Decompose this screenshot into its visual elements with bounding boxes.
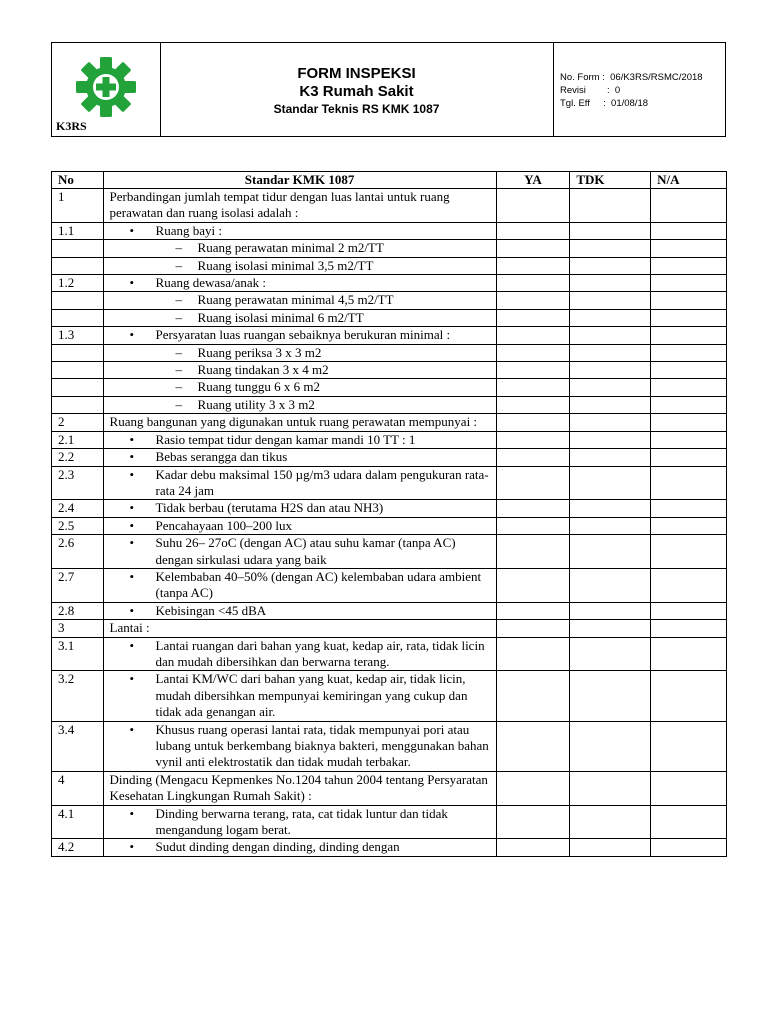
row-number: 2.7 <box>52 568 104 602</box>
bullet-item <box>110 569 496 602</box>
bullet-item <box>110 535 496 568</box>
check-cell-tdk[interactable] <box>570 602 651 619</box>
bullet-item <box>110 839 496 855</box>
row-standard <box>103 414 496 431</box>
standard-text: Dinding (Mengacu Kepmenkes No.1204 tahun 2004 tentang Persyaratan Kesehatan Lingkungan Rumah Sakit) : <box>109 771 488 804</box>
dash-item <box>110 362 496 378</box>
check-cell-ya[interactable] <box>496 449 570 466</box>
standard-text: Tidak berbau (terutama H2S dan atau NH3) <box>155 500 384 516</box>
row-standard <box>103 362 496 379</box>
row-number: 2.5 <box>52 517 104 534</box>
row-standard <box>103 517 496 534</box>
check-cell-na[interactable] <box>651 327 727 344</box>
form-effective-date: Tgl. Eff : 01/08/18 <box>560 98 649 109</box>
row-standard <box>103 839 496 856</box>
dash-mark: – <box>175 362 183 378</box>
standard-text: Pencahayaan 100–200 lux <box>155 517 292 533</box>
dash-mark: – <box>175 344 183 360</box>
check-cell-na[interactable] <box>651 414 727 431</box>
check-cell-na[interactable] <box>651 671 727 721</box>
table-row <box>52 839 727 856</box>
dash-item <box>110 345 496 361</box>
standard-text: Kebisingan <45 dBA <box>155 602 267 618</box>
row-standard <box>103 379 496 396</box>
check-cell-tdk[interactable] <box>570 721 651 771</box>
check-cell-tdk[interactable] <box>570 240 651 257</box>
check-cell-na[interactable] <box>651 431 727 448</box>
row-number <box>52 257 104 274</box>
logo-cell <box>52 43 161 136</box>
bullet-mark: • <box>129 839 135 855</box>
standard-text: Ruang perawatan minimal 2 m2/TT <box>197 240 384 256</box>
check-cell-ya[interactable] <box>496 275 570 292</box>
row-standard <box>103 620 496 637</box>
dash-item <box>110 310 496 326</box>
check-cell-ya[interactable] <box>496 568 570 602</box>
check-cell-ya[interactable] <box>496 327 570 344</box>
check-cell-na[interactable] <box>651 500 727 517</box>
standard-text: Ruang utility 3 x 3 m2 <box>197 396 315 412</box>
row-number: 3.2 <box>52 671 104 721</box>
bullet-item <box>110 638 496 671</box>
row-standard <box>103 275 496 292</box>
row-standard <box>103 431 496 448</box>
standard-text: Persyaratan luas ruangan sebaiknya berukuran minimal : <box>155 327 451 343</box>
check-cell-ya[interactable] <box>496 414 570 431</box>
check-cell-tdk[interactable] <box>570 327 651 344</box>
bullet-item <box>110 722 496 771</box>
standard-text: Ruang periksa 3 x 3 m2 <box>197 344 322 360</box>
row-standard <box>103 721 496 771</box>
table-row <box>52 535 727 569</box>
standard-text: Suhu 26– 27oC (dengan AC) atau suhu kamar (tanpa AC) dengan sirkulasi udara yang baik <box>155 535 456 567</box>
row-number: 2.3 <box>52 466 104 500</box>
check-cell-na[interactable] <box>651 396 727 413</box>
check-cell-ya[interactable] <box>496 292 570 309</box>
check-cell-na[interactable] <box>651 309 727 326</box>
check-cell-na[interactable] <box>651 839 727 856</box>
row-number <box>52 362 104 379</box>
check-cell-ya[interactable] <box>496 671 570 721</box>
bullet-item <box>110 806 496 839</box>
check-cell-tdk[interactable] <box>570 292 651 309</box>
row-number: 2.1 <box>52 431 104 448</box>
dash-mark: – <box>175 240 183 256</box>
header-na: N/A <box>651 172 727 189</box>
check-cell-ya[interactable] <box>496 839 570 856</box>
dash-item <box>110 379 496 395</box>
check-cell-na[interactable] <box>651 275 727 292</box>
dash-mark: – <box>175 379 183 395</box>
check-cell-na[interactable] <box>651 637 727 671</box>
check-cell-na[interactable] <box>651 466 727 500</box>
bullet-item <box>110 449 496 465</box>
row-standard <box>103 189 496 223</box>
table-row <box>52 309 727 326</box>
dash-item <box>110 258 496 274</box>
dash-mark: – <box>175 257 183 273</box>
check-cell-na[interactable] <box>651 240 727 257</box>
bullet-item <box>110 603 496 619</box>
table-row <box>52 344 727 361</box>
row-number: 1.3 <box>52 327 104 344</box>
check-cell-tdk[interactable] <box>570 362 651 379</box>
check-cell-ya[interactable] <box>496 240 570 257</box>
row-number: 1.1 <box>52 222 104 239</box>
check-cell-tdk[interactable] <box>570 309 651 326</box>
row-number: 2.8 <box>52 602 104 619</box>
check-cell-ya[interactable] <box>496 396 570 413</box>
row-standard <box>103 449 496 466</box>
standard-text: Ruang dewasa/anak : <box>155 275 266 291</box>
row-number: 3.1 <box>52 637 104 671</box>
row-number: 3 <box>52 620 104 637</box>
check-cell-ya[interactable] <box>496 344 570 361</box>
check-cell-na[interactable] <box>651 189 727 223</box>
check-cell-tdk[interactable] <box>570 379 651 396</box>
check-cell-tdk[interactable] <box>570 637 651 671</box>
bullet-item <box>110 275 496 291</box>
table-row <box>52 517 727 534</box>
table-row <box>52 257 727 274</box>
row-number: 4.2 <box>52 839 104 856</box>
row-standard <box>103 327 496 344</box>
standard-text: Rasio tempat tidur dengan kamar mandi 10 TT : 1 <box>155 431 416 447</box>
table-row <box>52 620 727 637</box>
table-row <box>52 500 727 517</box>
standard-text: Sudut dinding dengan dinding, dinding dengan <box>155 839 400 855</box>
check-cell-tdk[interactable] <box>570 805 651 839</box>
standard-text: Lantai KM/WC dari bahan yang kuat, kedap air, tidak licin, mudah dibersihkan mempunyai kemiringan yang cukup dan tidak ada genangan air. <box>155 671 468 720</box>
standard-text: Ruang perawatan minimal 4,5 m2/TT <box>197 292 394 308</box>
row-standard <box>103 240 496 257</box>
check-cell-tdk[interactable] <box>570 500 651 517</box>
table-row <box>52 466 727 500</box>
form-standard: Standar Teknis RS KMK 1087 <box>273 102 440 116</box>
standard-text: Ruang isolasi minimal 3,5 m2/TT <box>197 257 374 273</box>
dash-mark: – <box>175 309 183 325</box>
row-number: 2.4 <box>52 500 104 517</box>
check-cell-tdk[interactable] <box>570 771 651 805</box>
check-cell-tdk[interactable] <box>570 431 651 448</box>
row-number: 1.2 <box>52 275 104 292</box>
row-number: 1 <box>52 189 104 223</box>
check-cell-tdk[interactable] <box>570 396 651 413</box>
check-cell-na[interactable] <box>651 535 727 569</box>
bullet-mark: • <box>129 222 135 238</box>
check-cell-ya[interactable] <box>496 517 570 534</box>
check-cell-ya[interactable] <box>496 222 570 239</box>
header-no: No <box>52 172 104 189</box>
form-subtitle: K3 Rumah Sakit <box>299 83 414 100</box>
row-number <box>52 344 104 361</box>
table-row <box>52 327 727 344</box>
logo-label: K3RS <box>56 119 87 133</box>
check-cell-ya[interactable] <box>496 257 570 274</box>
bullet-mark: • <box>129 327 135 343</box>
table-row <box>52 771 727 805</box>
check-cell-tdk[interactable] <box>570 257 651 274</box>
check-cell-ya[interactable] <box>496 620 570 637</box>
standard-text: Lantai : <box>109 620 150 636</box>
check-cell-tdk[interactable] <box>570 344 651 361</box>
check-cell-na[interactable] <box>651 449 727 466</box>
table-row <box>52 637 727 671</box>
standard-text: Dinding berwarna terang, rata, cat tidak luntur dan tidak mengandung logam berat. <box>155 805 448 838</box>
header-standard: Standar KMK 1087 <box>103 172 496 189</box>
row-number <box>52 292 104 309</box>
row-number: 4 <box>52 771 104 805</box>
bullet-mark: • <box>129 637 135 653</box>
check-cell-na[interactable] <box>651 362 727 379</box>
check-cell-tdk[interactable] <box>570 222 651 239</box>
row-standard <box>103 396 496 413</box>
row-number: 2.2 <box>52 449 104 466</box>
table-row <box>52 671 727 721</box>
row-number <box>52 309 104 326</box>
bullet-mark: • <box>129 466 135 482</box>
row-standard <box>103 535 496 569</box>
row-number: 2 <box>52 414 104 431</box>
standard-text: Bebas serangga dan tikus <box>155 449 288 465</box>
check-cell-na[interactable] <box>651 292 727 309</box>
check-cell-na[interactable] <box>651 620 727 637</box>
check-cell-tdk[interactable] <box>570 535 651 569</box>
check-cell-tdk[interactable] <box>570 449 651 466</box>
row-number: 3.4 <box>52 721 104 771</box>
bullet-mark: • <box>129 602 135 618</box>
check-cell-na[interactable] <box>651 344 727 361</box>
bullet-mark: • <box>129 721 135 737</box>
row-standard <box>103 292 496 309</box>
check-cell-na[interactable] <box>651 602 727 619</box>
table-row <box>52 240 727 257</box>
check-cell-tdk[interactable] <box>570 839 651 856</box>
standard-text: Ruang tunggu 6 x 6 m2 <box>197 379 320 395</box>
table-row <box>52 189 727 223</box>
bullet-mark: • <box>129 275 135 291</box>
bullet-item <box>110 327 496 343</box>
table-row <box>52 414 727 431</box>
bullet-mark: • <box>129 805 135 821</box>
check-cell-ya[interactable] <box>496 721 570 771</box>
table-row <box>52 292 727 309</box>
table-header-row <box>52 172 727 189</box>
table-row <box>52 721 727 771</box>
check-cell-ya[interactable] <box>496 500 570 517</box>
standard-text: Ruang bangunan yang digunakan untuk ruang perawatan mempunyai : <box>109 414 478 430</box>
check-cell-ya[interactable] <box>496 379 570 396</box>
bullet-item <box>110 223 496 239</box>
row-standard <box>103 222 496 239</box>
check-cell-tdk[interactable] <box>570 620 651 637</box>
table-row <box>52 222 727 239</box>
row-number: 2.6 <box>52 535 104 569</box>
table-row <box>52 568 727 602</box>
bullet-mark: • <box>129 431 135 447</box>
check-cell-ya[interactable] <box>496 431 570 448</box>
check-cell-ya[interactable] <box>496 535 570 569</box>
row-number <box>52 396 104 413</box>
check-cell-tdk[interactable] <box>570 275 651 292</box>
inspection-table <box>51 171 727 857</box>
bullet-item <box>110 467 496 500</box>
table-row <box>52 275 727 292</box>
row-standard <box>103 602 496 619</box>
gear-cross-icon <box>72 53 140 121</box>
dash-item <box>110 240 496 256</box>
check-cell-na[interactable] <box>651 517 727 534</box>
check-cell-tdk[interactable] <box>570 189 651 223</box>
check-cell-ya[interactable] <box>496 466 570 500</box>
row-standard <box>103 568 496 602</box>
table-row <box>52 379 727 396</box>
bullet-item <box>110 432 496 448</box>
standard-text: Lantai ruangan dari bahan yang kuat, kedap air, rata, tidak licin dan mudah dibersihkan dan berwarna terang. <box>155 637 485 669</box>
bullet-item <box>110 518 496 534</box>
row-standard <box>103 500 496 517</box>
form-title: FORM INSPEKSI <box>297 65 416 82</box>
standard-text: Ruang bayi : <box>155 222 222 238</box>
check-cell-ya[interactable] <box>496 189 570 223</box>
row-standard <box>103 771 496 805</box>
row-standard <box>103 671 496 721</box>
dash-mark: – <box>175 396 183 412</box>
standard-text: Kelembaban 40–50% (dengan AC) kelembaban udara ambient (tanpa AC) <box>155 568 482 601</box>
dash-mark: – <box>175 292 183 308</box>
form-meta <box>560 71 703 110</box>
check-cell-ya[interactable] <box>496 602 570 619</box>
bullet-mark: • <box>129 449 135 465</box>
check-cell-na[interactable] <box>651 257 727 274</box>
check-cell-ya[interactable] <box>496 771 570 805</box>
form-revision: Revisi : 0 <box>560 85 621 96</box>
row-standard <box>103 466 496 500</box>
row-number <box>52 379 104 396</box>
check-cell-na[interactable] <box>651 568 727 602</box>
title-cell <box>160 43 554 136</box>
header-ya: YA <box>496 172 570 189</box>
check-cell-tdk[interactable] <box>570 671 651 721</box>
bullet-item <box>110 671 496 720</box>
bullet-mark: • <box>129 671 135 687</box>
row-standard <box>103 805 496 839</box>
standard-text: Ruang isolasi minimal 6 m2/TT <box>197 309 364 325</box>
check-cell-na[interactable] <box>651 771 727 805</box>
row-standard <box>103 257 496 274</box>
table-row <box>52 362 727 379</box>
bullet-mark: • <box>129 568 135 584</box>
row-standard <box>103 309 496 326</box>
row-number: 4.1 <box>52 805 104 839</box>
row-number <box>52 240 104 257</box>
standard-text: Perbandingan jumlah tempat tidur dengan luas lantai untuk ruang perawatan dan ruang isolasi adalah : <box>109 189 450 221</box>
dash-item <box>110 397 496 413</box>
bullet-item <box>110 500 496 516</box>
bullet-mark: • <box>129 517 135 533</box>
check-cell-na[interactable] <box>651 721 727 771</box>
table-row <box>52 805 727 839</box>
header-tdk: TDK <box>570 172 651 189</box>
table-row <box>52 602 727 619</box>
table-row <box>52 431 727 448</box>
row-standard <box>103 344 496 361</box>
check-cell-ya[interactable] <box>496 309 570 326</box>
row-standard <box>103 637 496 671</box>
check-cell-tdk[interactable] <box>570 517 651 534</box>
bullet-mark: • <box>129 535 135 551</box>
check-cell-na[interactable] <box>651 222 727 239</box>
check-cell-tdk[interactable] <box>570 414 651 431</box>
standard-text: Kadar debu maksimal 150 µg/m3 udara dalam pengukuran rata-rata 24 jam <box>155 466 489 498</box>
check-cell-na[interactable] <box>651 805 727 839</box>
check-cell-ya[interactable] <box>496 362 570 379</box>
bullet-mark: • <box>129 500 135 516</box>
standard-text: Ruang tindakan 3 x 4 m2 <box>197 362 329 378</box>
check-cell-ya[interactable] <box>496 805 570 839</box>
check-cell-tdk[interactable] <box>570 568 651 602</box>
check-cell-na[interactable] <box>651 379 727 396</box>
form-header <box>51 42 726 137</box>
check-cell-ya[interactable] <box>496 637 570 671</box>
table-row <box>52 396 727 413</box>
table-row <box>52 449 727 466</box>
standard-text: Khusus ruang operasi lantai rata, tidak mempunyai pori atau lubang untuk berkembang biaknya bakteri, menggunakan bahan vynil anti elektrostatik dan tidak mudah terbakar. <box>155 721 489 770</box>
dash-item <box>110 292 496 308</box>
check-cell-tdk[interactable] <box>570 466 651 500</box>
form-number: No. Form : 06/K3RS/RSMC/2018 <box>560 72 703 83</box>
